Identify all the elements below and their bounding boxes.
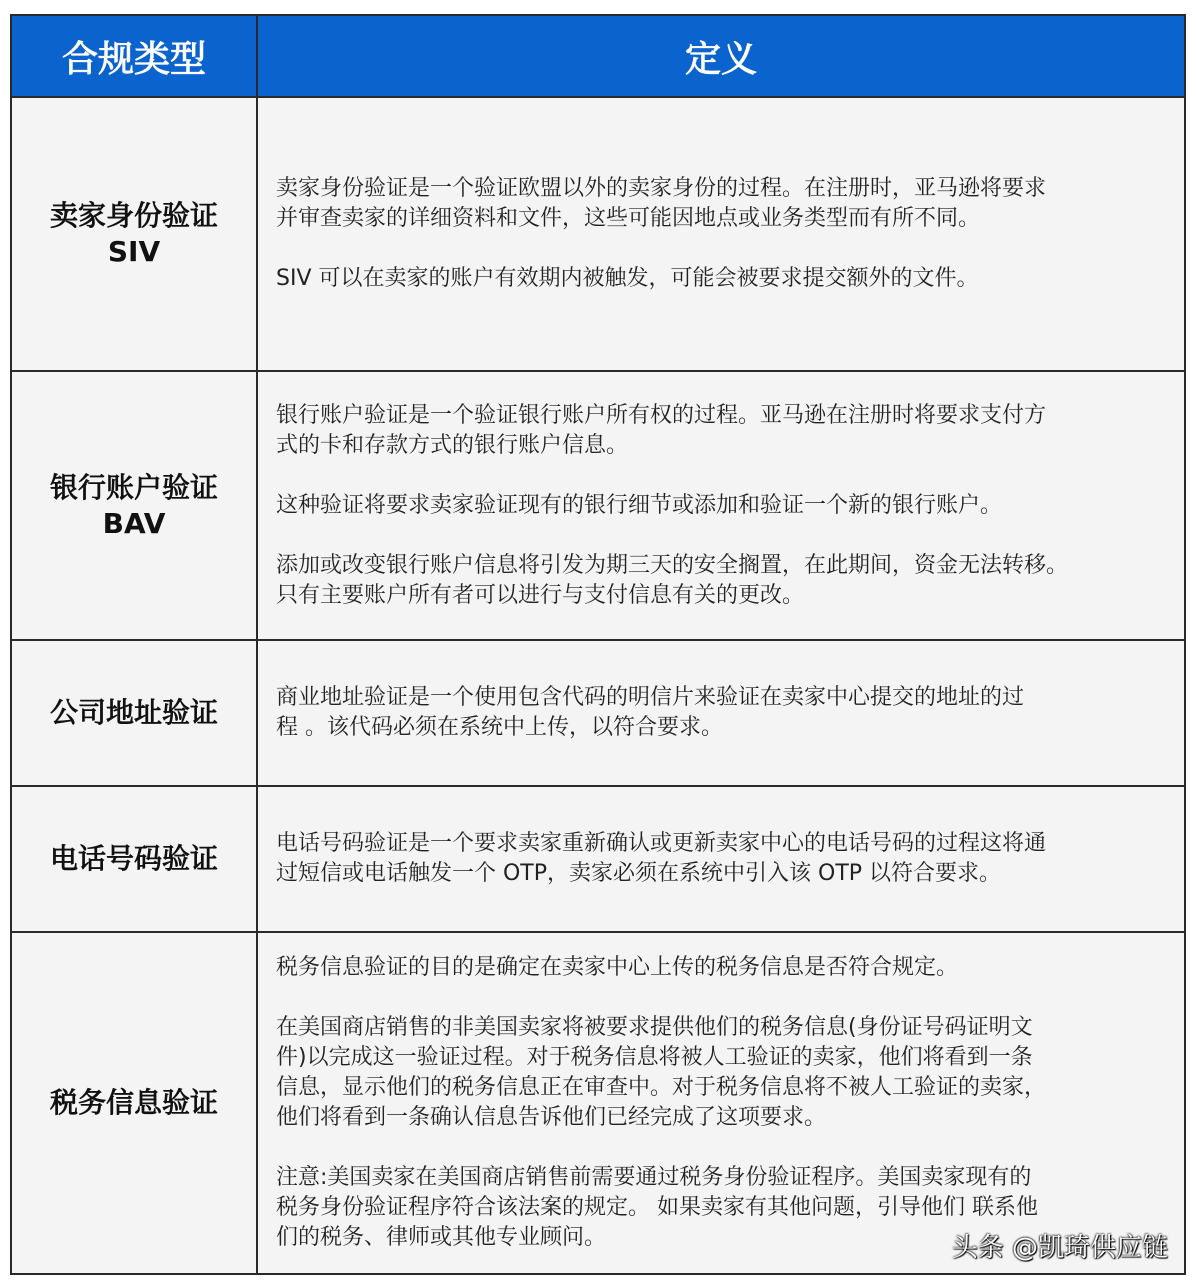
definition-line: 电话号码验证是一个要求卖家重新确认或更新卖家中心的电话号码的过程这将通 [276, 831, 1047, 856]
compliance-type-cell [11, 786, 257, 932]
definition-line: 银行账户验证是一个验证银行账户所有权的过程。亚马逊在注册时将要求支付方 [276, 402, 1047, 428]
compliance-type-cell [11, 97, 257, 371]
definition-line: 这种验证将要求卖家验证现有的银行细节或添加和验证一个新的银行账户。 [276, 492, 1003, 518]
definition-line: 件)以完成这一验证过程。对于税务信息将被人工验证的卖家，他们将看到一条 [276, 1045, 1033, 1070]
table-row [11, 371, 1185, 640]
table-row [11, 97, 1185, 371]
compliance-type-label: 税务信息验证 [49, 1086, 218, 1119]
compliance-type-cell [11, 640, 257, 786]
definition-line: 商业地址验证是一个使用包含代码的明信片来验证在卖家中心提交的地址的过 [276, 685, 1025, 710]
definition-line: 税务身份验证程序符合该法案的规定。 如果卖家有其他问题，引导他们 联系他 [276, 1195, 1038, 1220]
definition-line: 卖家身份验证是一个验证欧盟以外的卖家身份的过程。在注册时，亚马逊将要求 [276, 176, 1047, 201]
table-header-row [11, 15, 1185, 97]
watermark: 头条 @凯琦供应链 [951, 1233, 1168, 1263]
definition-paragraph [276, 1013, 1170, 1133]
definition-paragraph [276, 683, 1170, 743]
definition-line: 式的卡和存款方式的银行账户信息。 [276, 432, 629, 458]
definition-paragraph [276, 829, 1170, 889]
definition-line: 信息，显示他们的税务信息正在审查中。对于税务信息将不被人工验证的卖家， [276, 1075, 1047, 1100]
compliance-type-label: 公司地址验证 [49, 696, 218, 729]
definition-paragraph [276, 491, 1170, 521]
definition-paragraph [276, 401, 1170, 461]
definition-line: 添加或改变银行账户信息将引发为期三天的安全搁置，在此期间，资金无法转移。 [276, 552, 1069, 578]
definition-line: 只有主要账户所有者可以进行与支付信息有关的更改。 [276, 582, 805, 608]
definition-paragraph [276, 551, 1170, 611]
definition-line: 并审查卖家的详细资料和文件，这些可能因地点或业务类型而有所不同。 [276, 206, 981, 231]
compliance-type-label: 电话号码验证 [49, 842, 218, 875]
table-row [11, 932, 1185, 1274]
header-compliance-type: 合规类型 [11, 15, 257, 97]
definition-line: 程 。该代码必须在系统中上传，以符合要求。 [276, 715, 723, 740]
table-row [11, 640, 1185, 786]
definition-line: 税务信息验证的目的是确定在卖家中心上传的税务信息是否符合规定。 [276, 955, 959, 980]
definition-cell [257, 97, 1185, 371]
definition-cell [257, 786, 1185, 932]
definition-paragraph [276, 953, 1170, 983]
header-definition: 定义 [257, 15, 1185, 97]
definition-cell [257, 932, 1185, 1274]
definition-paragraph [276, 264, 1170, 294]
definition-line: SIV 可以在卖家的账户有效期内被触发，可能会被要求提交额外的文件。 [276, 266, 979, 291]
definition-line: 他们将看到一条确认信息告诉他们已经完成了这项要求。 [276, 1105, 827, 1130]
table-row [11, 786, 1185, 932]
definition-line: 在美国商店销售的非美国卖家将被要求提供他们的税务信息(身份证号码证明文 [276, 1015, 1033, 1040]
definition-line: 们的税务、律师或其他专业顾问。 [276, 1225, 607, 1250]
compliance-type-cell [11, 371, 257, 640]
definition-cell [257, 371, 1185, 640]
definition-line: 注意:美国卖家在美国商店销售前需要通过税务身份验证程序。美国卖家现有的 [276, 1165, 1032, 1190]
compliance-type-cell [11, 932, 257, 1274]
definition-cell [257, 640, 1185, 786]
definition-line: 过短信或电话触发一个 OTP，卖家必须在系统中引入该 OTP 以符合要求。 [276, 861, 1002, 886]
compliance-type-label: SIV [107, 235, 161, 268]
compliance-type-label: BAV [102, 506, 166, 540]
definition-paragraph [276, 174, 1170, 234]
compliance-table [10, 14, 1186, 1275]
compliance-type-label: 银行账户验证 [49, 470, 218, 504]
compliance-type-label: 卖家身份验证 [49, 199, 218, 232]
